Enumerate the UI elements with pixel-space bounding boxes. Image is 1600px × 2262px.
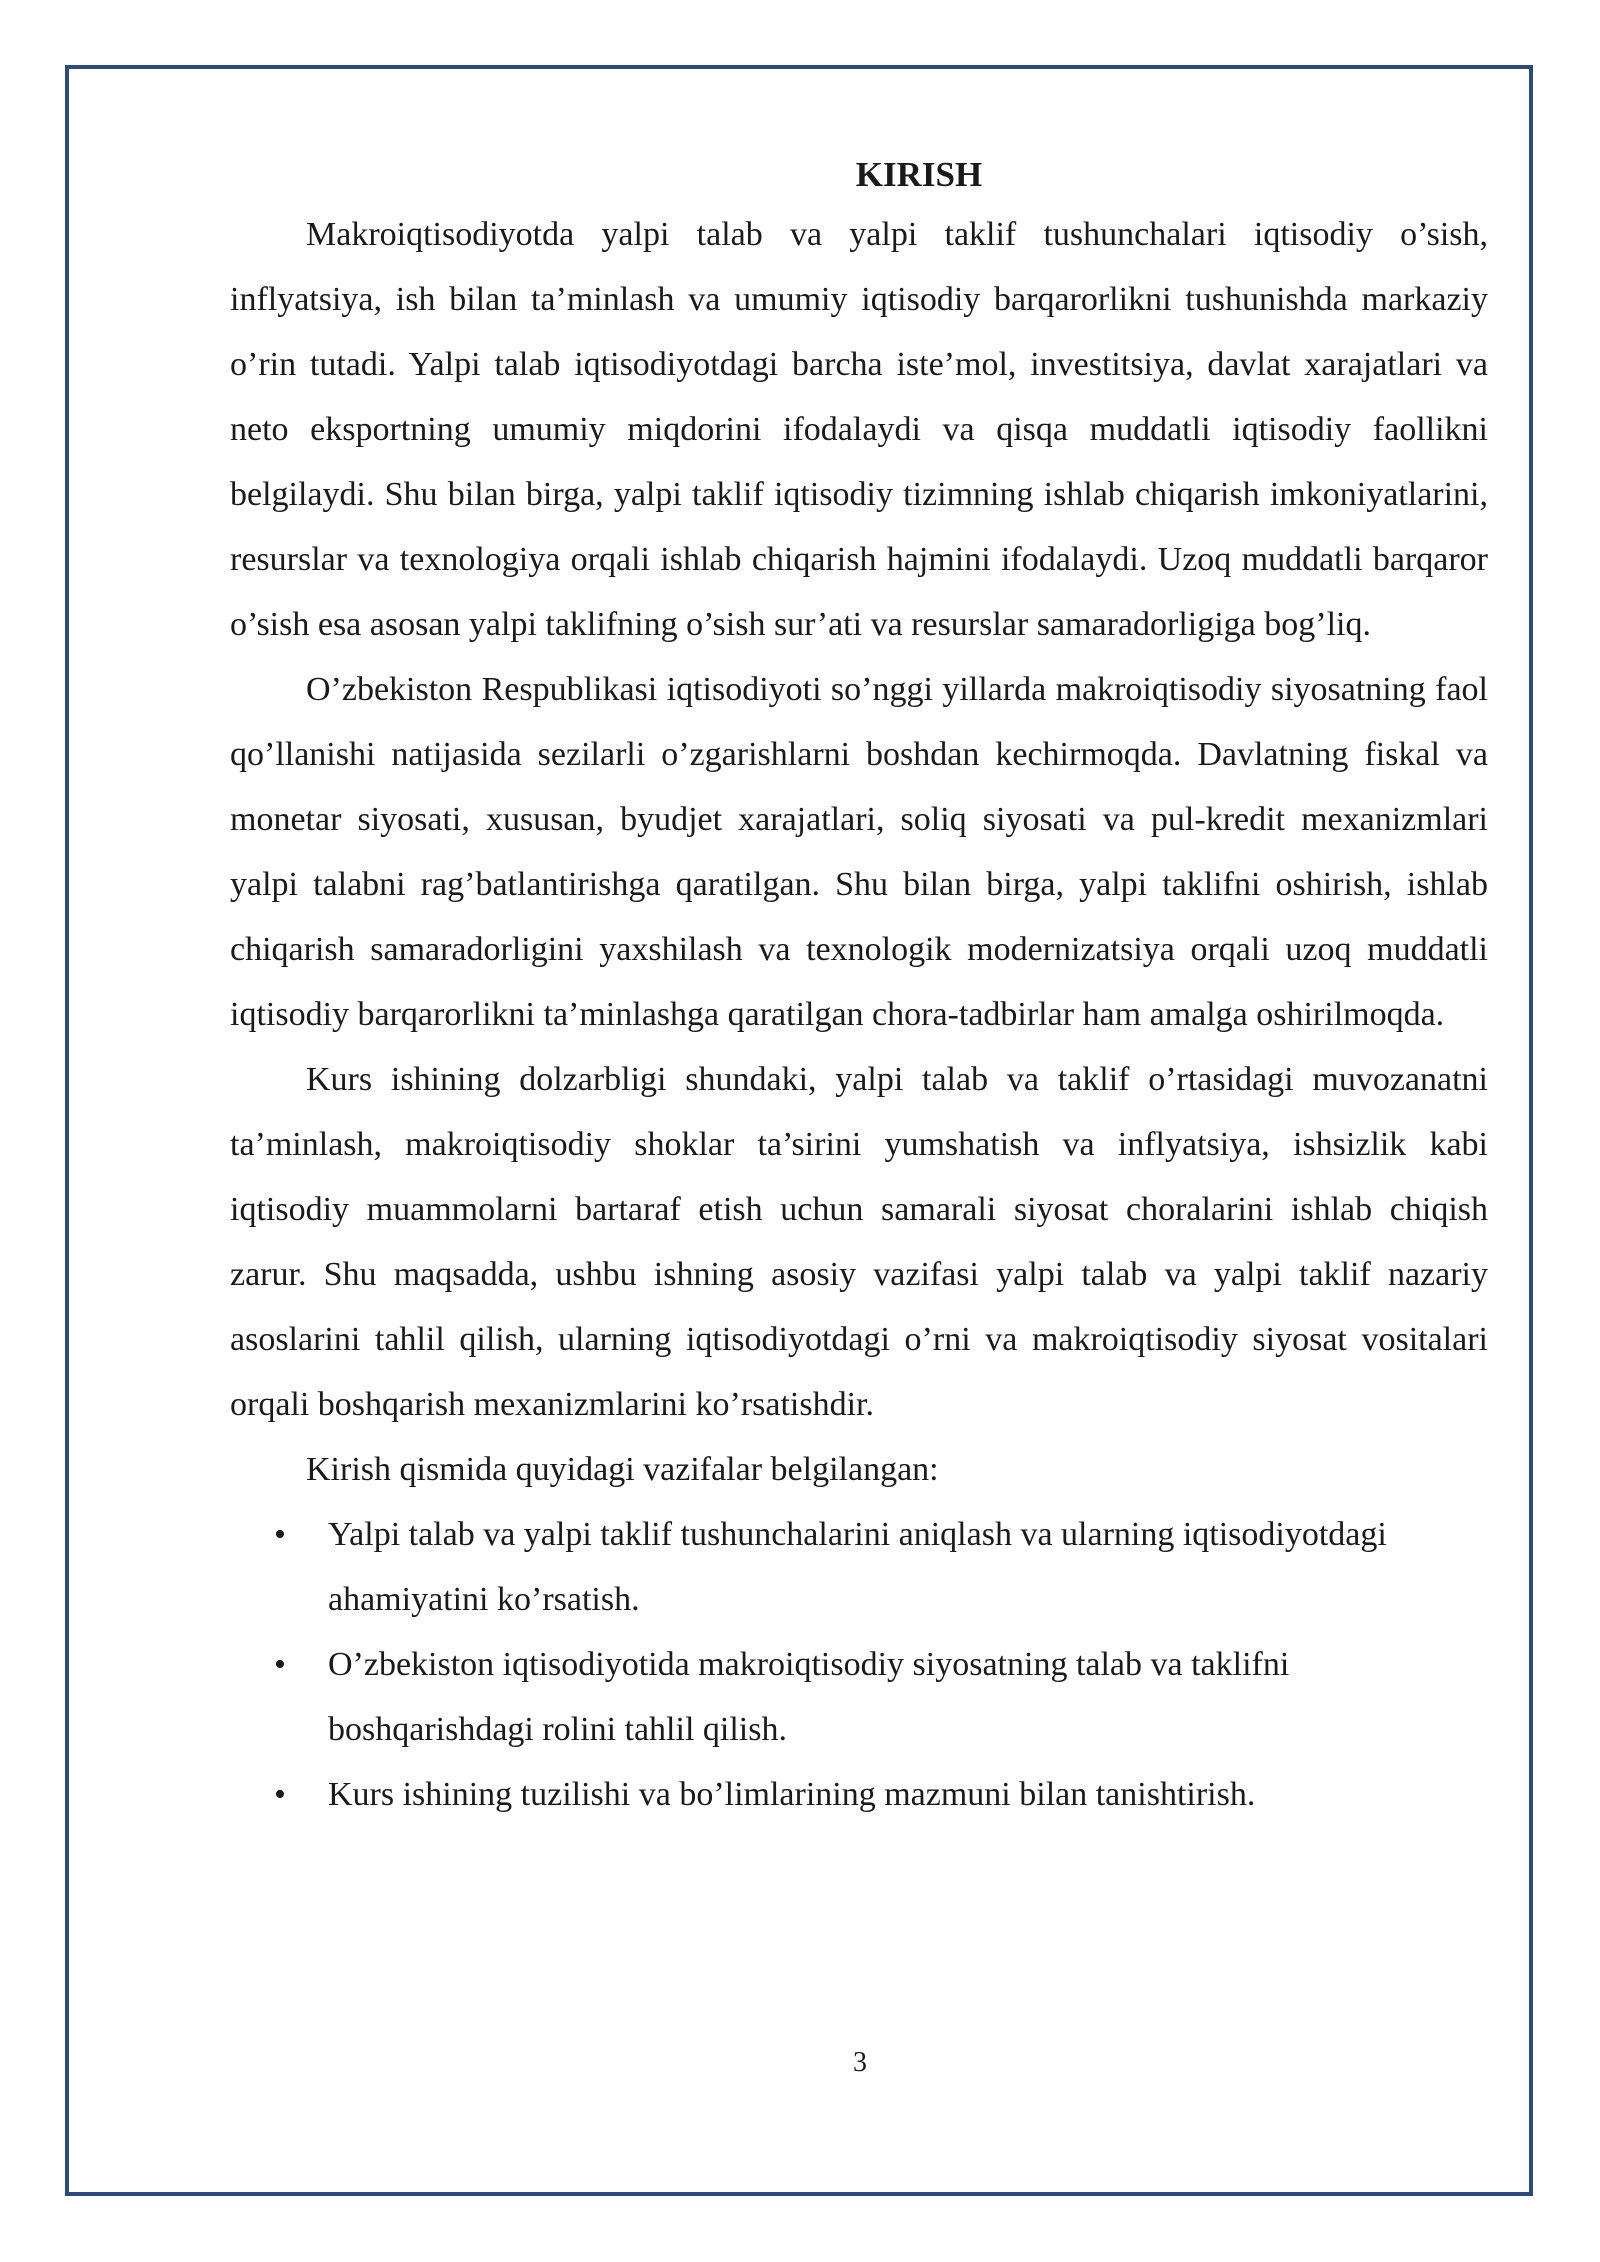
bullet-icon: • [274, 1516, 286, 1553]
bullet-icon: • [274, 1776, 286, 1813]
page-number: 3 [853, 2047, 867, 2078]
list-item [230, 1502, 1488, 1632]
list-item [230, 1632, 1488, 1762]
paragraph: Makroiqtisodiyotda yalpi talab va yalpi taklif tushunchalari iqtisodiy o’sish, inflyatsiya, ish bilan ta’minlash va umumiy iqtisodiy barqarorlikni tushunishda markaziy o’rin tutadi. Yalpi talab iqtisodiyotdagi barcha iste’mol, investitsiya, davlat xarajatlari va neto eksportning umumiy miqdorini ifodalaydi va qisqa muddatli iqtisodiy faollikni belgilaydi. Shu bilan birga, yalpi taklif iqtisodiy tizimning ishlab chiqarish imkoniyatlarini, resurslar va texnologiya orqali ishlab chiqarish hajmini ifodalaydi. Uzoq muddatli barqaror o’sish esa asosan yalpi taklifning o’sish sur’ati va resurslar samaradorligiga bog’liq. [230, 216, 1488, 643]
paragraph: O’zbekiston Respublikasi iqtisodiyoti so’nggi yillarda makroiqtisodiy siyosatning faol qo’llanishi natijasida sezilarli o’zgarishlarni boshdan kechirmoqda. Davlatning fiskal va monetar siyosati, xususan, byudjet xarajatlari, soliq siyosati va pul-kredit mexanizmlari yalpi talabni rag’batlantirishga qaratilgan. Shu bilan birga, yalpi taklifni oshirish, ishlab chiqarish samaradorligini yaxshilash va texnologik modernizatsiya orqali uzoq muddatli iqtisodiy barqarorlikni ta’minlashga qaratilgan chora-tadbirlar ham amalga oshirilmoqda. [230, 671, 1488, 1033]
bullet-icon: • [274, 1646, 286, 1683]
list-item [230, 1762, 1488, 1827]
task-list [230, 1502, 1488, 1827]
list-item-text: O’zbekiston iqtisodiyotida makroiqtisodiy siyosatning talab va taklifni boshqarishdagi rolini tahlil qilish. [328, 1646, 1290, 1748]
tasks-intro: Kirish qismida quyidagi vazifalar belgilangan: [306, 1451, 939, 1488]
page-title: KIRISH [855, 155, 983, 194]
list-item-text: Kurs ishining tuzilishi va bo’limlarining mazmuni bilan tanishtirish. [328, 1776, 1256, 1813]
list-item-text: Yalpi talab va yalpi taklif tushunchalarini aniqlash va ularning iqtisodiyotdagi ahamiyatini ko’rsatish. [328, 1516, 1387, 1618]
document-body [230, 150, 1488, 1827]
paragraph: Kurs ishining dolzarbligi shundaki, yalpi talab va taklif o’rtasidagi muvozanatni ta’minlash, makroiqtisodiy shoklar ta’sirini yumshatish va inflyatsiya, ishsizlik kabi iqtisodiy muammolarni bartaraf etish uchun samarali siyosat choralarini ishlab chiqish zarur. Shu maqsadda, ushbu ishning asosiy vazifasi yalpi talab va yalpi taklif nazariy asoslarini tahlil qilish, ularning iqtisodiyotdagi o’rni va makroiqtisodiy siyosat vositalari orqali boshqarish mexanizmlarini ko’rsatishdir. [230, 1061, 1488, 1423]
